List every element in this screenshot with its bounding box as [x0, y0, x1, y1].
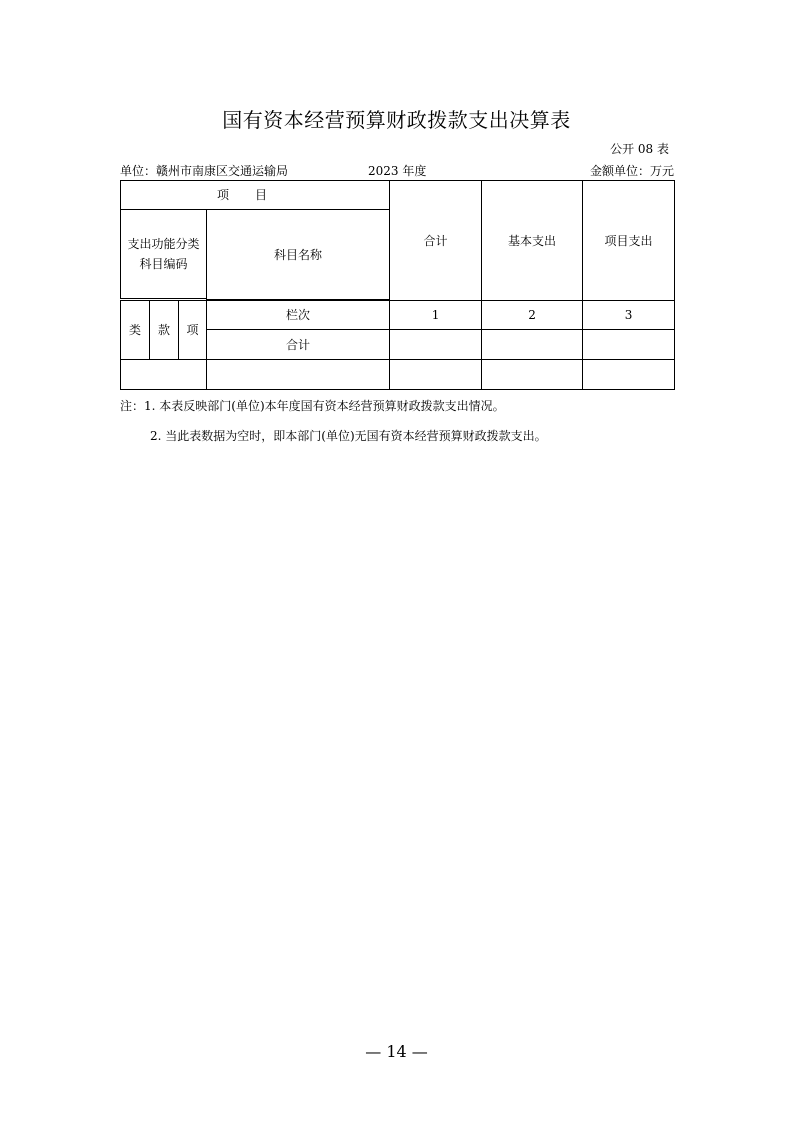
- header-project: 项目: [121, 181, 390, 210]
- header-section: 款: [150, 301, 179, 360]
- page-number: — 14 —: [365, 1042, 428, 1061]
- empty-code-cell: [121, 360, 207, 390]
- column-index-3: 3: [583, 301, 675, 330]
- empty-value-cell: [482, 360, 583, 390]
- header-category: 类: [121, 301, 150, 360]
- header-item: 项: [179, 301, 207, 360]
- header-subject-name: 科目名称: [207, 210, 390, 300]
- unit-label: 单位：赣州市南康区交通运输局: [120, 164, 289, 178]
- column-index-1: 1: [390, 301, 482, 330]
- report-meta: [120, 162, 674, 178]
- total-row-value-3: [583, 330, 675, 360]
- note-2: 2. 当此表数据为空时，即本部门(单位)无国有资本经营预算财政拨款支出。: [150, 429, 547, 443]
- page-title: 国有资本经营预算财政拨款支出决算表: [222, 108, 571, 132]
- total-row-label: 合计: [207, 330, 390, 360]
- expenditure-table: [120, 180, 675, 390]
- empty-value-cell: [583, 360, 675, 390]
- header-project-expense: 项目支出: [583, 181, 675, 301]
- column-index-label: 栏次: [207, 301, 390, 330]
- total-row-value-2: [482, 330, 583, 360]
- header-basic-expense: 基本支出: [482, 181, 583, 301]
- column-index-2: 2: [482, 301, 583, 330]
- table-code: 公开 08 表: [610, 142, 669, 156]
- year-label: 2023 年度: [368, 164, 427, 178]
- empty-value-cell: [390, 360, 482, 390]
- header-total: 合计: [390, 181, 482, 301]
- table-row: [121, 360, 675, 390]
- currency-label: 金额单位：万元: [589, 164, 674, 178]
- total-row-value-1: [390, 330, 482, 360]
- header-function-code: 支出功能分类科目编码: [121, 210, 207, 299]
- note-1: 注：1. 本表反映部门(单位)本年度国有资本经营预算财政拨款支出情况。: [120, 399, 505, 413]
- empty-subject-cell: [207, 360, 390, 390]
